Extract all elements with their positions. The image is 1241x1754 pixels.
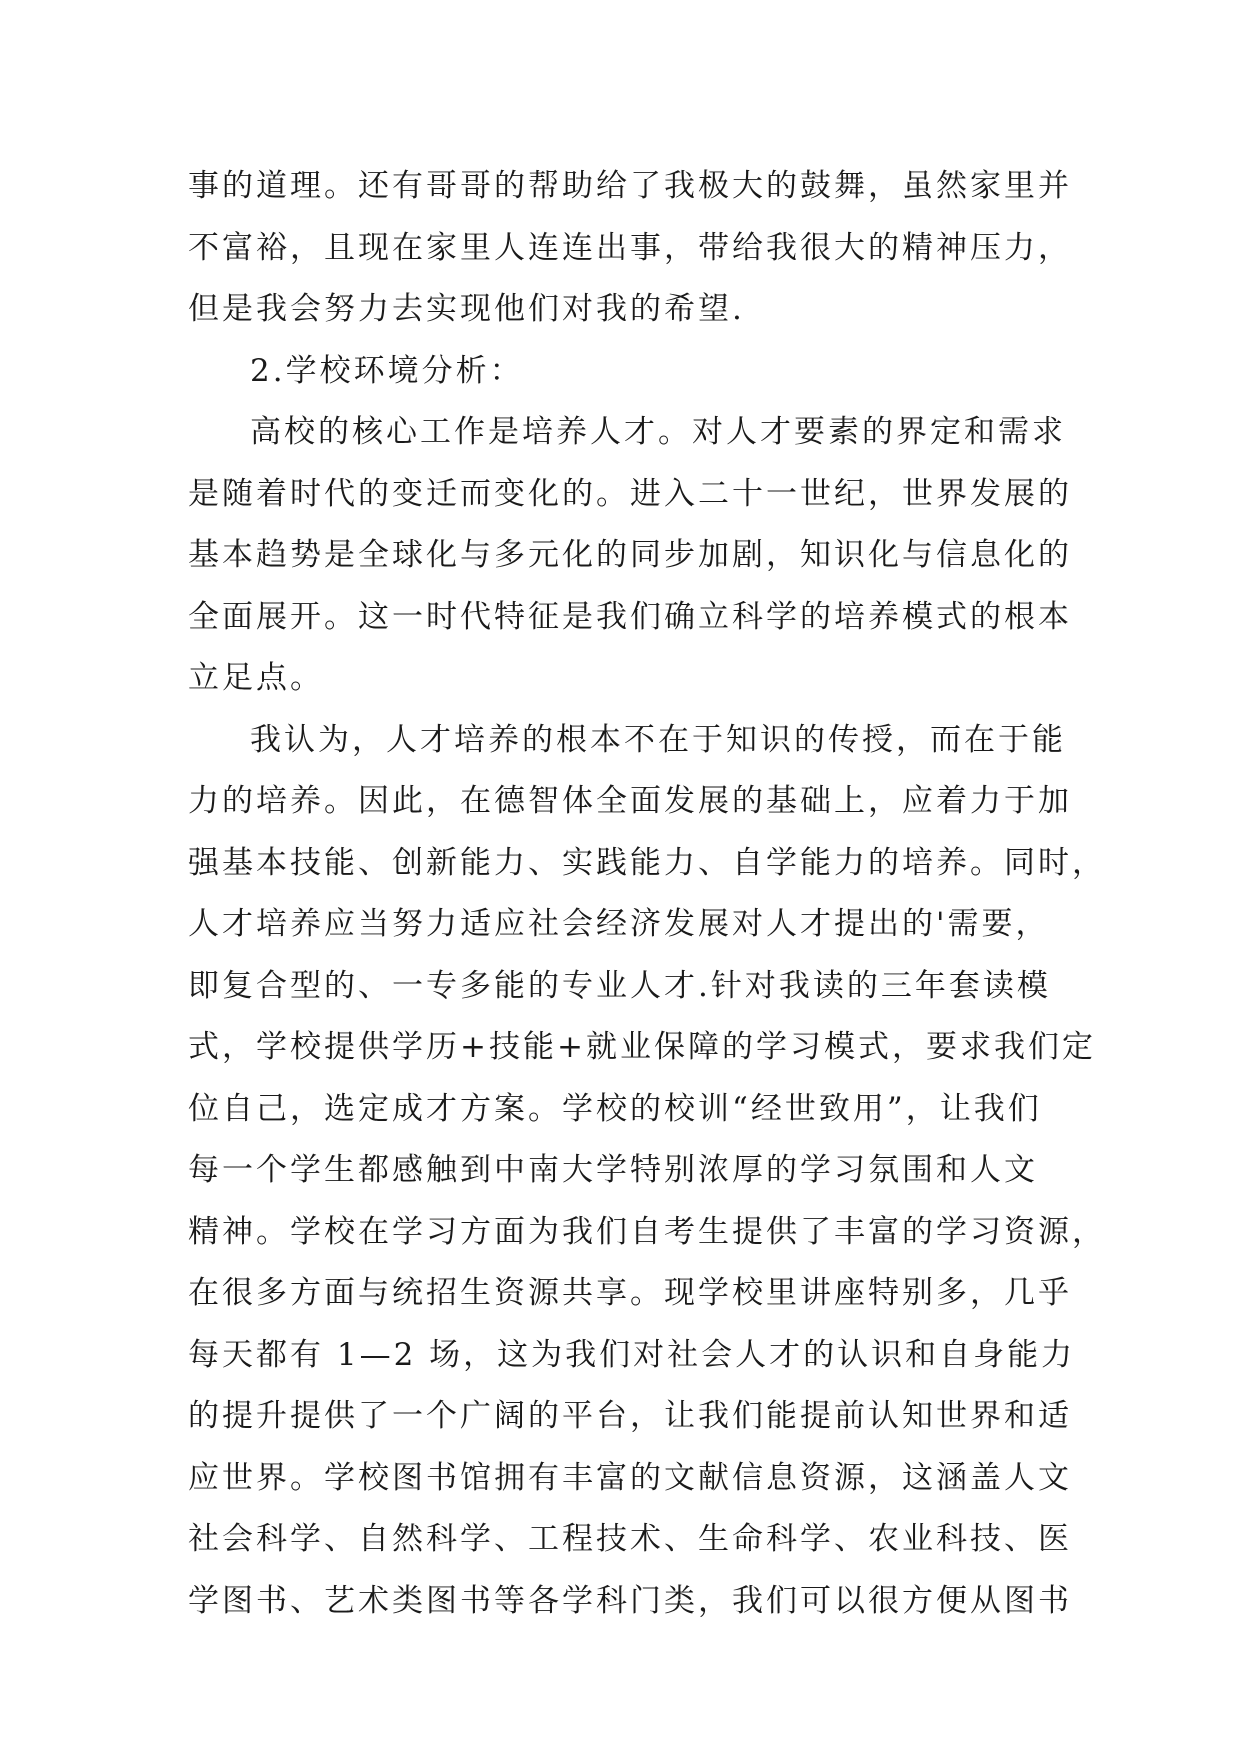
text-line: 不富裕，且现在家里人连连出事，带给我很大的精神压力， bbox=[188, 229, 1072, 266]
text-line: 位自己，选定成才方案。学校的校训“经世致用”，让我们 bbox=[188, 1090, 1042, 1127]
text-line: 但是我会努力去实现他们对我的希望. bbox=[188, 291, 745, 327]
text-line: 即复合型的、一专多能的专业人才.针对我读的三年套读模 bbox=[188, 967, 1051, 1004]
text-line: 的提升提供了一个广阔的平台，让我们能提前认知世界和适 bbox=[188, 1398, 1072, 1434]
text-line: 力的培养。因此，在德智体全面发展的基础上，应着力于加 bbox=[188, 783, 1072, 819]
text-line: 社会科学、自然科学、工程技术、生命科学、农业科技、医 bbox=[188, 1521, 1072, 1557]
text-line: 是随着时代的变迁而变化的。进入二十一世纪，世界发展的 bbox=[188, 475, 1072, 512]
text-line: 每一个学生都感触到中南大学特别浓厚的学习氛围和人文 bbox=[188, 1152, 1038, 1188]
text-line: 高校的核心工作是培养人才。对人才要素的界定和需求 bbox=[250, 414, 1066, 450]
text-line: 学图书、艺术类图书等各学科门类，我们可以很方便从图书 bbox=[188, 1582, 1072, 1619]
text-line: 事的道理。还有哥哥的帮助给了我极大的鼓舞，虽然家里并 bbox=[188, 168, 1072, 204]
text-line: 在很多方面与统招生资源共享。现学校里讲座特别多，几乎 bbox=[188, 1275, 1072, 1311]
text-line: 人才培养应当努力适应社会经济发展对人才提出的'需要， bbox=[188, 906, 1050, 942]
section-heading: 2.学校环境分析： bbox=[250, 352, 524, 389]
text-line: 基本趋势是全球化与多元化的同步加剧，知识化与信息化的 bbox=[188, 537, 1072, 573]
text-line: 精神。学校在学习方面为我们自考生提供了丰富的学习资源， bbox=[188, 1213, 1106, 1250]
text-line: 我认为，人才培养的根本不在于知识的传授，而在于能 bbox=[250, 721, 1066, 758]
text-line: 应世界。学校图书馆拥有丰富的文献信息资源，这涵盖人文 bbox=[188, 1459, 1072, 1496]
text-line: 立足点。 bbox=[188, 660, 324, 696]
text-line: 全面展开。这一时代特征是我们确立科学的培养模式的根本 bbox=[188, 598, 1072, 635]
text-line: 强基本技能、创新能力、实践能力、自学能力的培养。同时， bbox=[188, 844, 1106, 881]
text-line: 每天都有 1—2 场，这为我们对社会人才的认识和自身能力 bbox=[188, 1336, 1076, 1373]
text-line: 式，学校提供学历+技能+就业保障的学习模式，要求我们定 bbox=[188, 1029, 1096, 1065]
body-text bbox=[188, 156, 1106, 1632]
